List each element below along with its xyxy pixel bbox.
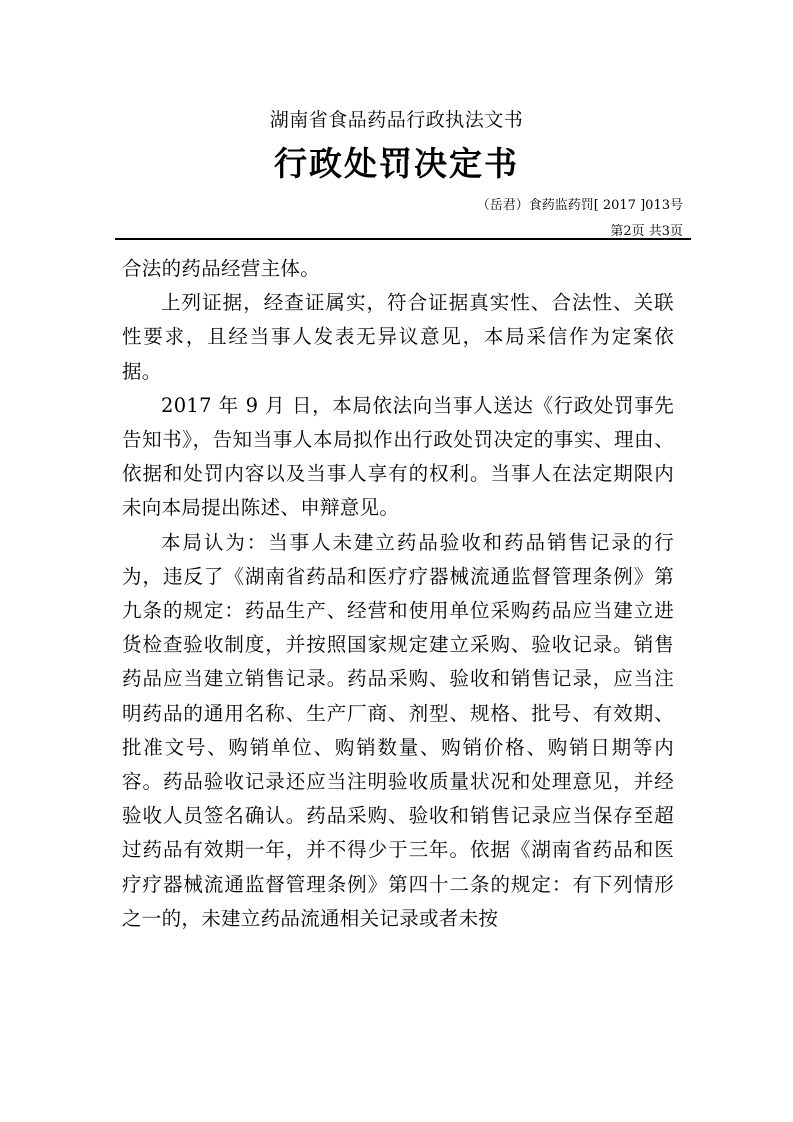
paragraph-continuation: 合法的药品经营主体。 xyxy=(122,257,321,280)
paragraph-finding: 本局认为：当事人未建立药品验收和药品销售记录的行为，违反了《湖南省药品和医疗疗器械流通监督管理条例》第九条的规定：药品生产、经营和使用单位采购药品应当建立进货检查验收制度，并按照国家规定建立采购、验收记录。销售药品应当建立销售记录。药品采购、验收和销售记录，应当注明药品的通用名称、生产厂商、剂型、规格、批号、有效期、批准文号、购销单位、购销数量、购销价格、购销日期等内容。药品验收记录还应当注明验收质量状况和处理意见，并经验收人员签名确认。药品采购、验收和销售记录应当保存至超过药品有效期一年，并不得少于三年。依据《湖南省药品和医疗疗器械流通监督管理条例》第四十二条的规定：有下列情形之一的，未建立药品流通相关记录或者未按 xyxy=(122,530,674,930)
document-title: 行政处罚决定书 xyxy=(274,144,519,183)
document-body xyxy=(122,252,674,936)
page-indicator: 第2页 共3页 xyxy=(610,224,683,239)
header-divider xyxy=(115,238,691,240)
issuing-organization: 湖南省食品药品行政执法文书 xyxy=(269,109,524,131)
paragraph-notice: 2017 年 9 月 日，本局依法向当事人送达《行政处罚事先告知书》，告知当事人本局拟作出行政处罚决定的事实、理由、依据和处罚内容以及当事人享有的权利。当事人在法定期限内未向本局提出陈述、申辩意见。 xyxy=(122,393,674,520)
document-number: （岳君）食药监药罚[ 2017 ]013号 xyxy=(476,198,683,213)
paragraph-evidence: 上列证据，经查证属实，符合证据真实性、合法性、关联性要求，且经当事人发表无异议意见，本局采信作为定案依据。 xyxy=(122,291,674,383)
